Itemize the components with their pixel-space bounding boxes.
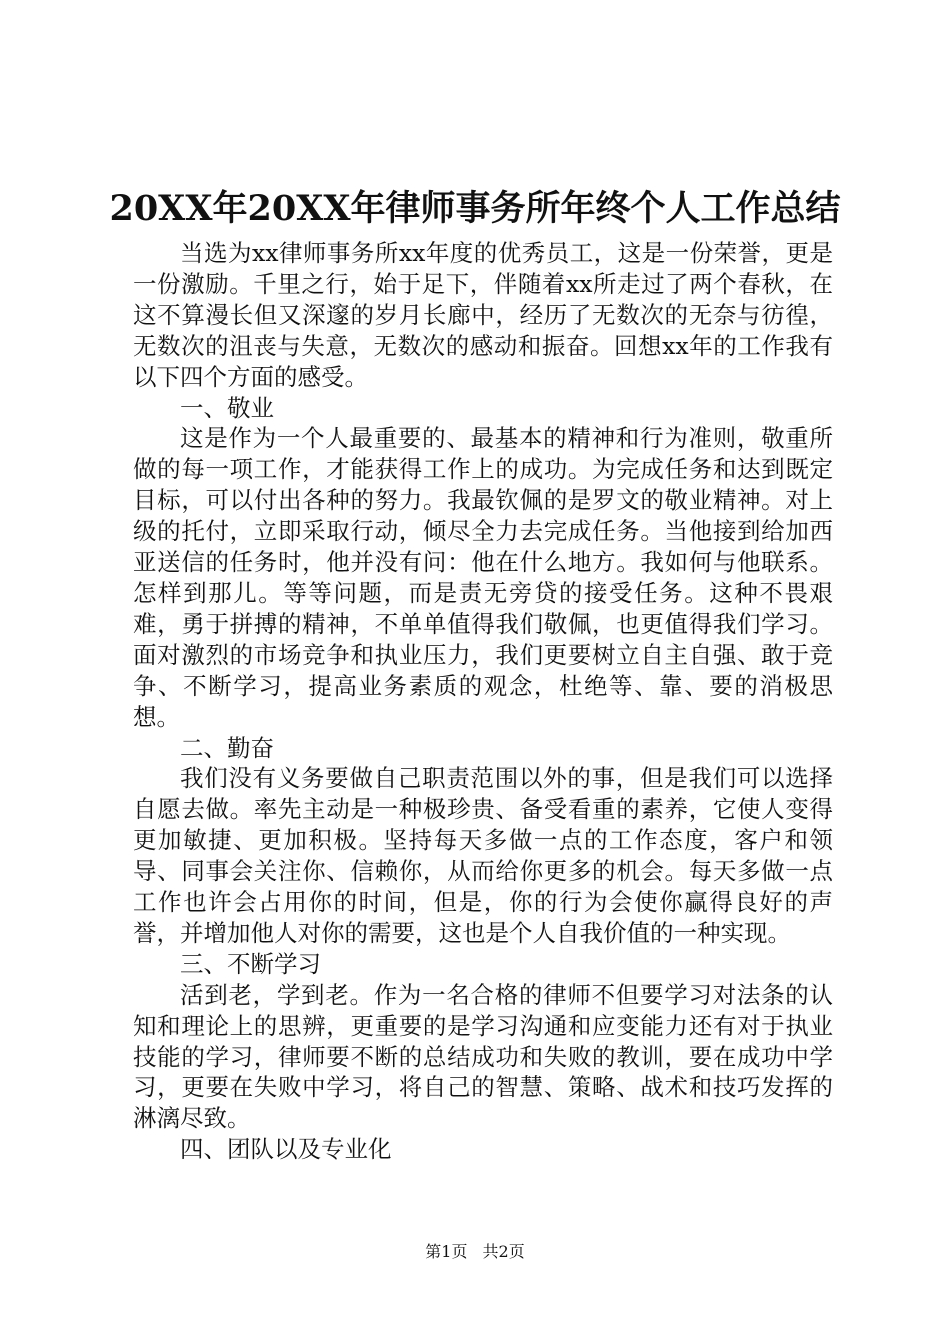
intro-paragraph: 当选为xx律师事务所xx年度的优秀员工，这是一份荣誉，更是一份激励。千里之行，始于足下，伴随着xx所走过了两个春秋，在这不算漫长但又深邃的岁月长廊中，经历了无数次的无奈与彷徨，无数次的沮丧与失意，无数次的感动和振奋。回想xx年的工作我有以下四个方面的感受。: [133, 239, 833, 391]
document-body: [133, 238, 833, 1165]
learning-paragraph: 活到老，学到老。作为一名合格的律师不但要学习对法条的认知和理论上的思辨，更重要的是学习沟通和应变能力还有对于执业技能的学习，律师要不断的总结成功和失败的教训，要在成功中学习，更要在失败中学习，将自己的智慧、策略、战术和技巧发挥的淋漓尽致。: [133, 980, 833, 1133]
page-number: 第1页: [425, 1242, 468, 1261]
page-total: 共2页: [482, 1242, 525, 1261]
section-heading-team: 四、团队以及专业化: [180, 1135, 392, 1164]
dedication-paragraph: 这是作为一个人最重要的、最基本的精神和行为准则，敬重所做的每一项工作，才能获得工作上的成功。为完成任务和达到既定目标，可以付出各种的努力。我最钦佩的是罗文的敬业精神。对上级的托付，立即采取行动，倾尽全力去完成任务。当他接到给加西亚送信的任务时，他并没有问：他在什么地方。我如何与他联系。怎样到那儿。等等问题，而是责无旁贷的接受任务。这种不畏艰难，勇于拼搏的精神，不单单值得我们敬佩，也更值得我们学习。面对激烈的市场竞争和执业压力，我们更要树立自主自强、敢于竞争、不断学习，提高业务素质的观念，杜绝等、靠、要的消极思想。: [133, 424, 833, 731]
section-heading-learning: 三、不断学习: [180, 949, 321, 978]
section-heading-dedication: 一、敬业: [180, 393, 274, 422]
document-title: 20XX年20XX年律师事务所年终个人工作总结: [109, 188, 841, 229]
section-heading-diligence: 二、勤奋: [180, 733, 274, 762]
page-footer: [0, 1240, 950, 1264]
diligence-paragraph: 我们没有义务要做自己职责范围以外的事，但是我们可以选择自愿去做。率先主动是一种极珍贵、备受看重的素养，它使人变得更加敏捷、更加积极。坚持每天多做一点的工作态度，客户和领导、同事会关注你、信赖你，从而给你更多的机会。每天多做一点工作也许会占用你的时间，但是，你的行为会使你赢得良好的声誉，并增加他人对你的需要，这也是个人自我价值的一种实现。: [133, 764, 833, 947]
